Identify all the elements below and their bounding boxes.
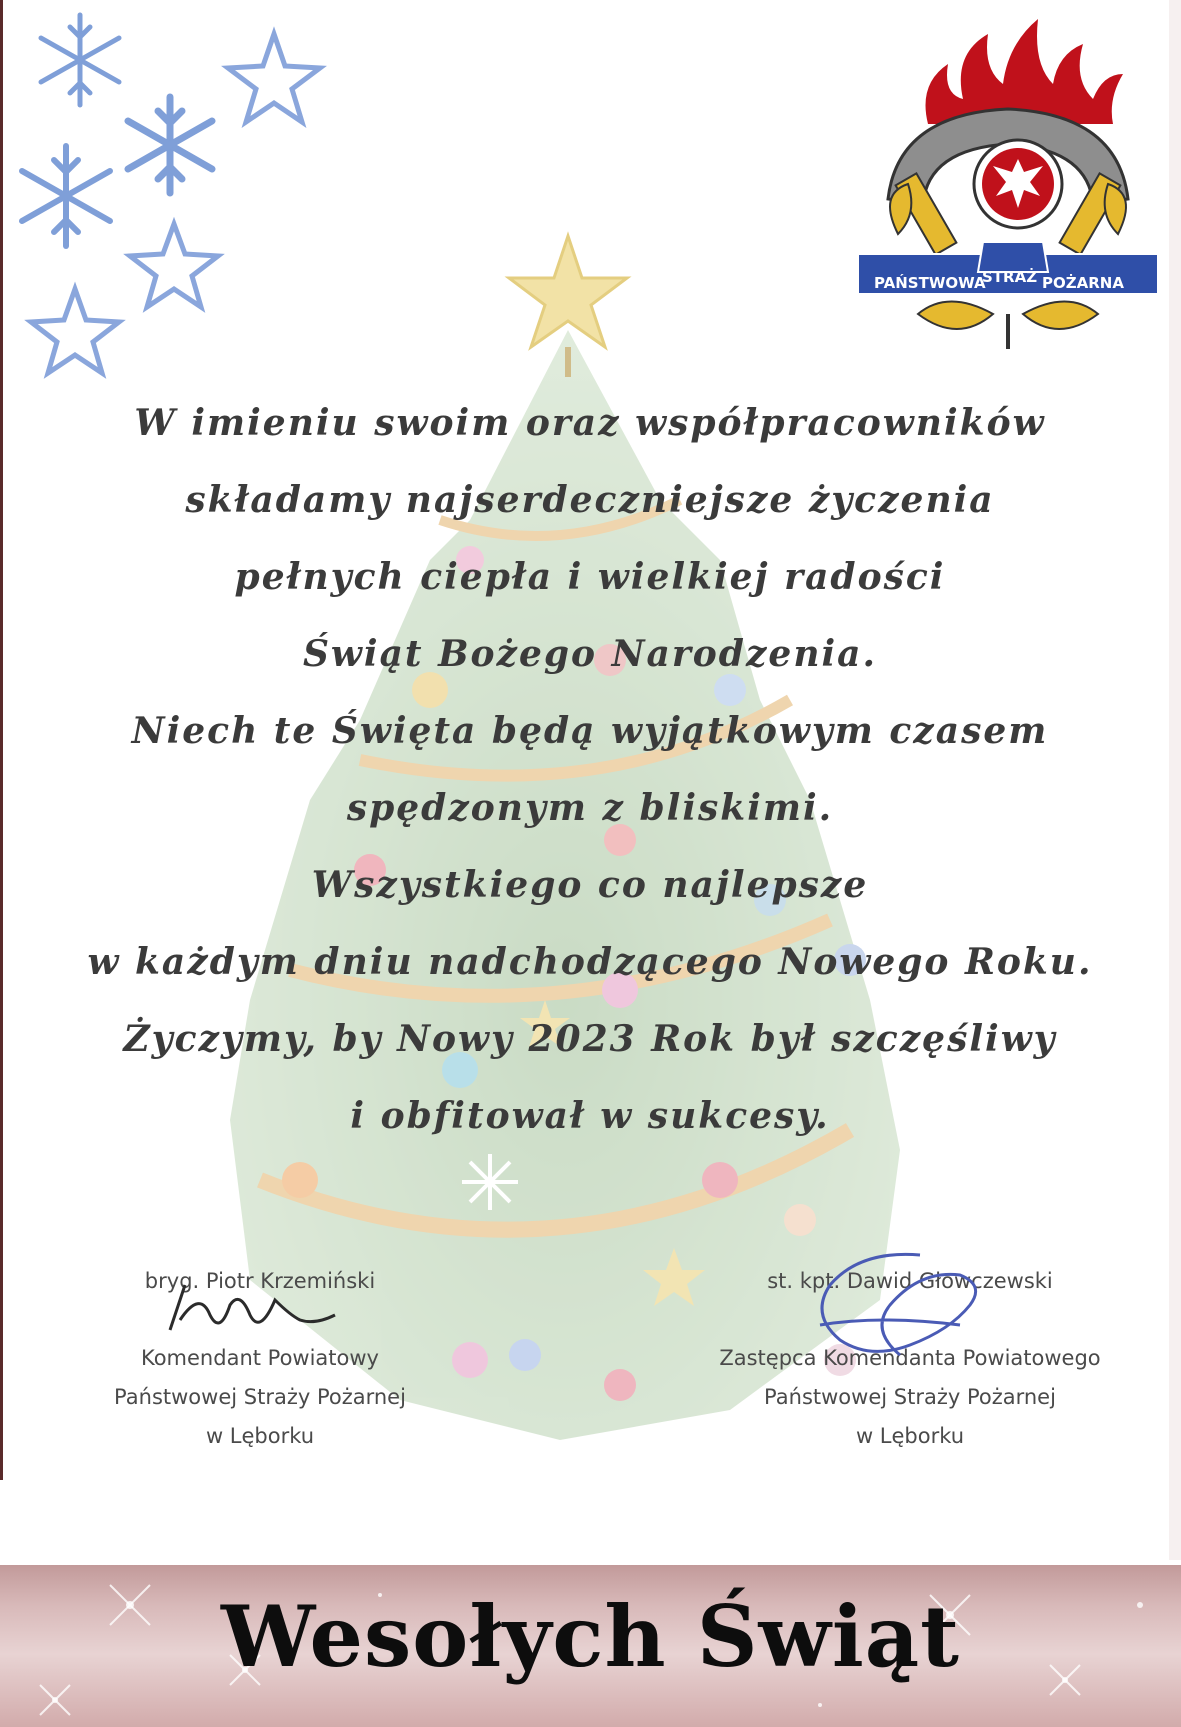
merry-christmas-banner	[0, 1565, 1181, 1727]
signatory-name: bryg. Piotr Krzemiński	[144, 1269, 376, 1293]
snowflake-icon	[41, 15, 119, 105]
greeting-line: i obfitował w sukcesy.	[350, 1095, 830, 1137]
handwritten-signature-right	[800, 1245, 1000, 1375]
star-outline-icon	[31, 289, 119, 373]
greeting-line: pełnych ciepła i wielkiej radości	[234, 556, 946, 598]
greeting-message	[40, 392, 1140, 1162]
star-outline-icon	[228, 34, 320, 122]
greeting-line: Wszystkiego co najlepsze	[311, 864, 869, 906]
signatory-name: st. kpt. Dawid Głowczewski	[767, 1269, 1053, 1293]
greeting-line: Niech te Święta będą wyjątkowym czasem	[131, 710, 1049, 752]
greeting-line: W imieniu swoim oraz współpracowników	[134, 402, 1046, 444]
emblem-text-left: PAŃSTWOWA	[874, 274, 986, 292]
snowflakes-stars-decoration	[0, 0, 340, 380]
signatory-title: Państwowej Straży Pożarnej	[114, 1385, 406, 1409]
greeting-line: Świąt Bożego Narodzenia.	[302, 633, 878, 675]
emblem-ribbon-text	[862, 262, 1142, 302]
signatory-title: Zastępca Komendanta Powiatowego	[719, 1346, 1101, 1370]
snowflake-icon	[128, 97, 212, 193]
greeting-line: spędzonym z bliskimi.	[346, 787, 834, 829]
star-outline-icon	[130, 224, 218, 307]
signatory-title: w Lęborku	[855, 1424, 965, 1448]
emblem-text-right: POŻARNA	[1042, 274, 1124, 292]
snowflake-icon	[22, 146, 110, 246]
signatory-title: w Lęborku	[205, 1424, 315, 1448]
signatory-title: Komendant Powiatowy	[140, 1346, 379, 1370]
banner-title: Wesołych Świąt	[221, 1587, 960, 1686]
greeting-line: w każdym dniu nadchodzącego Nowego Roku.	[87, 941, 1093, 983]
emblem-text-center: STRAŻ	[982, 268, 1038, 286]
greeting-line: Życzymy, by Nowy 2023 Rok był szczęśliwy	[123, 1018, 1057, 1060]
handwritten-signature-left	[150, 1280, 350, 1340]
signatory-title: Państwowej Straży Pożarnej	[764, 1385, 1056, 1409]
greeting-line: składamy najserdeczniejsze życzenia	[185, 479, 995, 521]
psp-emblem-logo	[858, 14, 1158, 359]
